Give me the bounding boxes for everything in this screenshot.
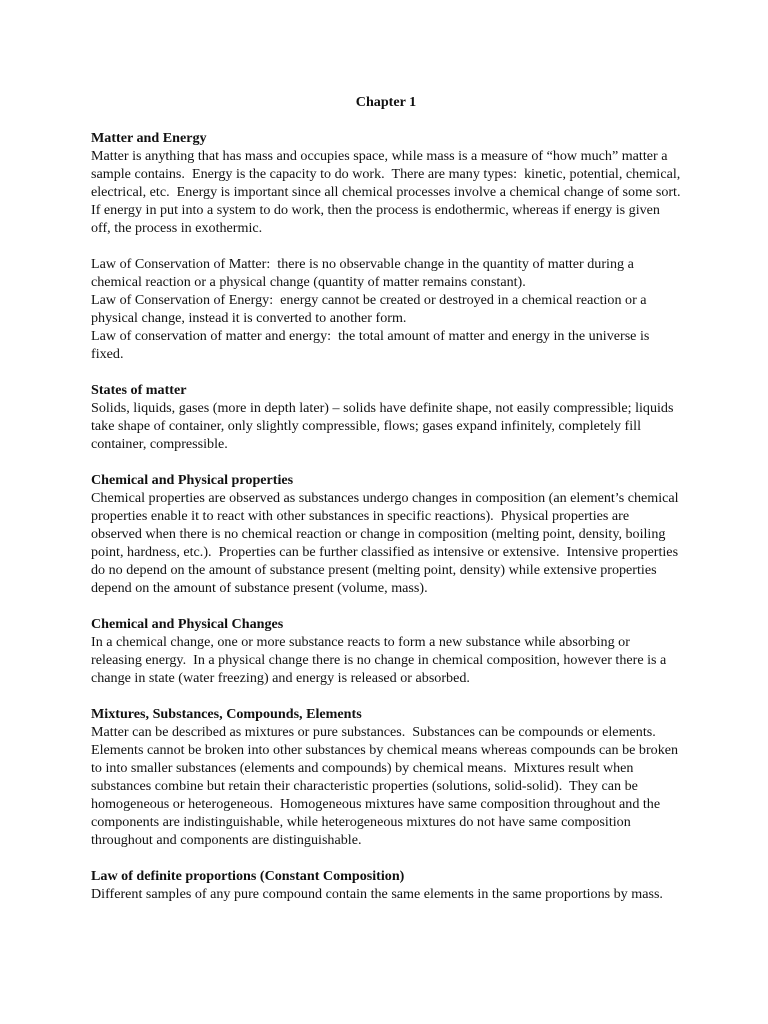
- section-heading: Mixtures, Substances, Compounds, Elements: [91, 706, 362, 722]
- section-heading: Chemical and Physical Changes: [91, 616, 284, 632]
- section-heading: Law of definite proportions (Constant Composition): [91, 868, 405, 884]
- document-page: [91, 90, 688, 921]
- section-paragraph: Solids, liquids, gases (more in depth later) – solids have definite shape, not easily compressible; liquids take shape of container, only slightly compressible, flows; gases expand infinitely, completely fill container, compressible.: [91, 400, 677, 452]
- section-paragraph: In a chemical change, one or more substance reacts to form a new substance while absorbing or releasing energy. In a physical change there is no change in chemical composition, however there is a change in state (water freezing) and energy is released or absorbed.: [91, 634, 670, 686]
- section-heading: Matter and Energy: [91, 130, 207, 146]
- section-paragraph: Matter is anything that has mass and occupies space, while mass is a measure of “how much” matter a sample contains. Energy is the capacity to do work. There are many types: kinetic, potential, chemical, electrical, etc. Energy is important since all chemical processes involve a chemical change of some sort. If energy in put into a system to do work, then the process is endothermic, whereas if energy is given off, the process in exothermic.: [91, 148, 688, 236]
- section-states-of-matter: [91, 381, 681, 453]
- section-heading: States of matter: [91, 382, 187, 398]
- section-paragraph: Different samples of any pure compound contain the same elements in the same proportions by mass.: [91, 886, 663, 902]
- law-conservation-matter-energy: Law of conservation of matter and energy: the total amount of matter and energy in the universe is fixed.: [91, 328, 653, 362]
- section-chemical-physical-properties: [91, 471, 681, 597]
- section-heading: Chemical and Physical properties: [91, 472, 294, 488]
- section-paragraph: Matter can be described as mixtures or pure substances. Substances can be compounds or elements. Elements cannot be broken into other substances by chemical means whereas compounds can be broken to into smaller substances (elements and compounds) by chemical means. Mixtures result when substances combine but retain their characteristic properties (solutions, solid-solid). They can be homogeneous or heterogeneous. Homogeneous mixtures have same composition throughout and the components are indistinguishable, while heterogeneous mixtures do not have same composition throughout and components are distinguishable.: [91, 724, 682, 848]
- section-mixtures-substances: [91, 705, 681, 849]
- section-chemical-physical-changes: [91, 615, 681, 687]
- section-definite-proportions: [91, 867, 681, 903]
- chapter-title: Chapter 1: [355, 94, 417, 110]
- section-conservation-laws: [91, 255, 681, 363]
- law-conservation-matter: Law of Conservation of Matter: there is no observable change in the quantity of matter during a chemical reaction or a physical change (quantity of matter remains constant).: [91, 256, 638, 290]
- law-conservation-energy: Law of Conservation of Energy: energy cannot be created or destroyed in a chemical reaction or a physical change, instead it is converted to another form.: [91, 292, 651, 326]
- section-matter-and-energy: [91, 129, 688, 237]
- section-paragraph: Chemical properties are observed as substances undergo changes in composition (an element’s chemical properties enable it to react with other substances in specific reactions). Physical properties are observed when there is no chemical reaction or change in composition (melting point, density, boiling point, hardness, etc.). Properties can be further classified as intensive or extensive. Intensive properties do no depend on the amount of substance present (melting point, density) while extensive properties depend on the amount of substance present (volume, mass).: [91, 490, 683, 596]
